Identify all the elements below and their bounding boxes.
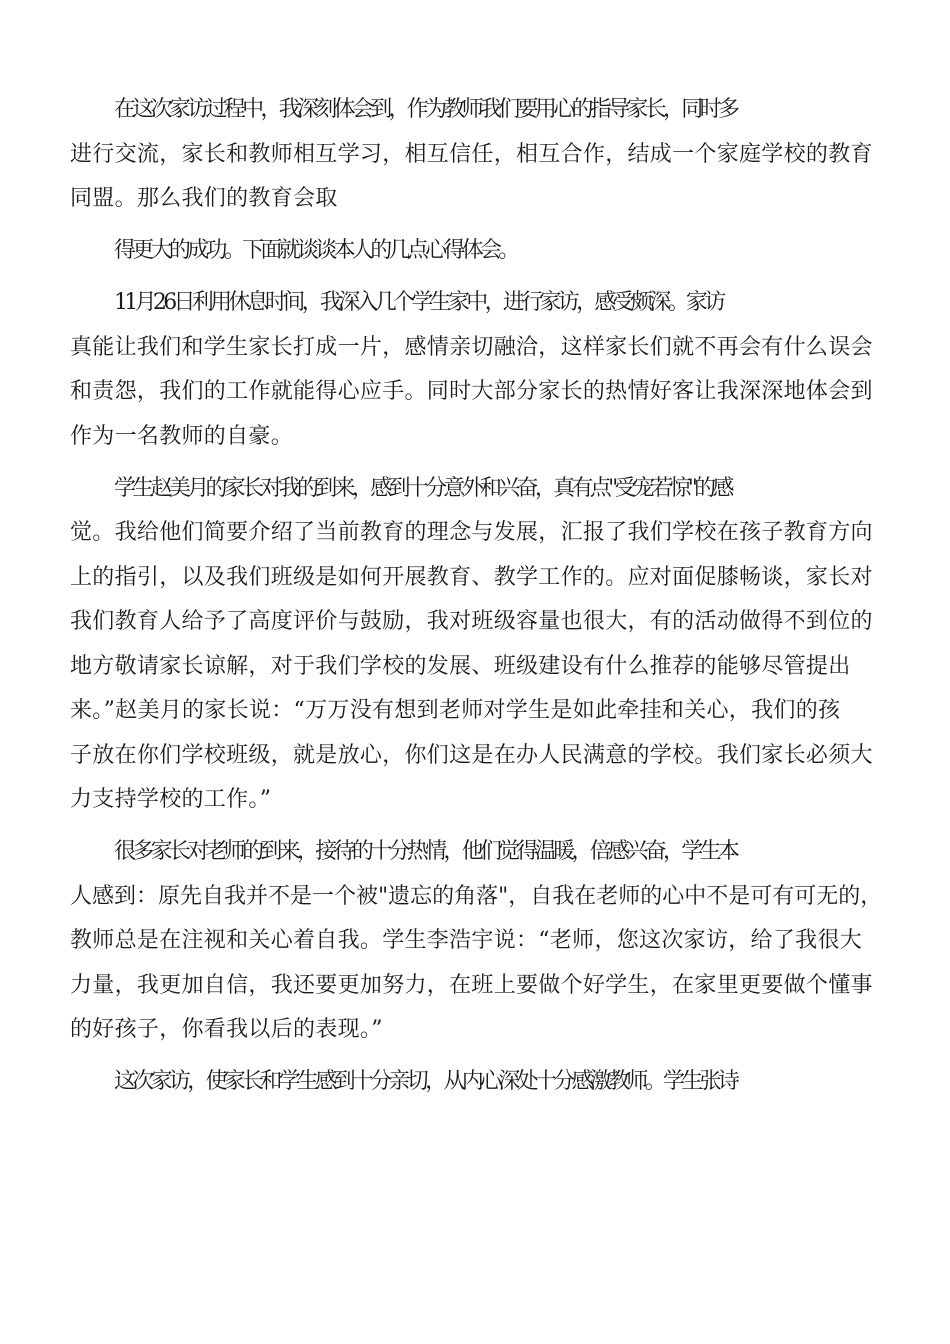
paragraph-4 [70,467,882,823]
body-text [70,88,882,1112]
text-line: 来。”赵美月的家长说：“万万没有想到老师对学生是如此牵挂和关心，我们的孩 [70,698,841,723]
text-line: 很多家长对老师的到来，接待的十分热情，他们觉得温暖，倍感兴奋，学生本 [114,839,737,864]
text-line: 得更大的成功。下面就谈谈本人的几点心得体会。 [114,238,517,263]
text-line: 上的指引，以及我们班级是如何开展教育、教学工作的。应对面促膝畅谈，家长对 [70,564,873,590]
text-line: 真能让我们和学生家长打成一片，感情亲切融洽，这样家长们就不再会有什么误会 [70,334,873,360]
text-line: 同盟。那么我们的教育会取 [70,186,338,211]
paragraph-6 [70,1060,882,1105]
paragraph-3 [70,281,882,459]
text-line: 在这次家访过程中，我深刻体会到，作为教师我们要用心的指导家长，同时多 [114,97,737,122]
paragraph-5 [70,830,882,1053]
text-line: 和责怨，我们的工作就能得心应手。同时大部分家长的热情好客让我深深地体会到 [70,379,873,404]
text-line: 这次家访，使家长和学生感到十分亲切，从内心深处十分感激教师。学生张诗 [114,1069,737,1094]
text-line: 的好孩子，你看我以后的表现。” [70,1017,383,1042]
text-line: 觉。我给他们简要介绍了当前教育的理念与发展，汇报了我们学校在孩子教育方向 [70,520,873,545]
text-line: 11月26日利用休息时间，我深入几个学生家中，进行家访，感受颇深。家访 [114,290,723,315]
text-line: 进行交流，家长和教师相互学习，相互信任，相互合作，结成一个家庭学校的教育 [70,141,873,167]
paragraph-1 [70,88,882,222]
paragraph-2 [70,229,882,274]
text-line: 教师总是在注视和关心着自我。学生李浩宇说：“老师，您这次家访，给了我很大 [70,928,863,953]
text-line: 力量，我更加自信，我还要更加努力，在班上要做个好学生，在家里更要做个懂事 [70,972,873,998]
text-line: 作为一名教师的自豪。 [70,423,294,449]
text-line: 力支持学校的工作。” [70,787,272,812]
text-line: 子放在你们学校班级，就是放心，你们这是在办人民满意的学校。我们家长必须大 [70,742,873,768]
text-line: 人感到：原先自我并不是一个被"遗忘的角落"，自我在老师的心中不是可有可无的， [70,883,883,909]
text-line: 地方敬请家长谅解，对于我们学校的发展、班级建设有什么推荐的能够尽管提出 [70,653,851,679]
text-line: 我们教育人给予了高度评价与鼓励，我对班级容量也很大，有的活动做得不到位的 [70,609,873,634]
text-line: 学生赵美月的家长对我的到来，感到十分意外和兴奋，真有点"受宠若惊"的感 [114,475,731,501]
